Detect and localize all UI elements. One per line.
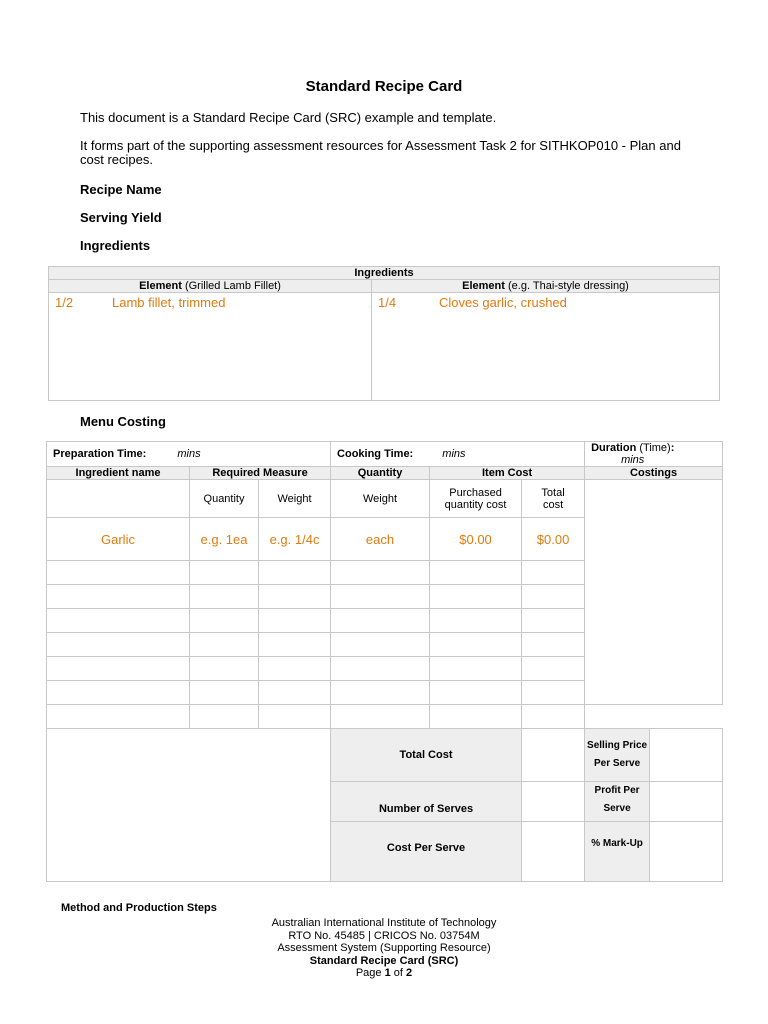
empty-cell[interactable]: [259, 609, 331, 633]
footer-institute: Australian International Institute of Technology: [271, 917, 497, 929]
page-title: Standard Recipe Card: [305, 78, 463, 95]
empty-cell[interactable]: [331, 633, 430, 657]
profit-per-serve-label: Profit Per Serve: [585, 782, 650, 822]
empty-cell[interactable]: [331, 705, 430, 729]
footer-system: Assessment System (Supporting Resource): [277, 942, 491, 954]
subheader-blank: [47, 480, 190, 518]
selling-price-value[interactable]: [650, 729, 723, 782]
col-item-cost: Item Cost: [430, 467, 585, 480]
number-of-serves-value[interactable]: [522, 782, 585, 822]
prep-time-cell[interactable]: Preparation Time: mins: [47, 442, 331, 467]
empty-cell[interactable]: [190, 633, 259, 657]
table-row[interactable]: [47, 705, 723, 729]
empty-cell[interactable]: [259, 585, 331, 609]
ingredients-table: [48, 266, 720, 401]
intro-paragraph-1: This document is a Standard Recipe Card (SRC) example and template.: [80, 110, 497, 125]
subheader-weight-2: Weight: [331, 480, 430, 518]
footer: [0, 917, 768, 980]
footer-page-number: Page 1 of 2: [355, 967, 413, 979]
empty-cell[interactable]: [47, 633, 190, 657]
ingredients-table-header: Ingredients: [49, 267, 720, 280]
empty-cell[interactable]: [331, 585, 430, 609]
empty-cell[interactable]: [190, 705, 259, 729]
empty-cell[interactable]: [259, 681, 331, 705]
intro-paragraph-2: It forms part of the supporting assessment resources for Assessment Task 2 for SITHKOP010 - Plan and cost recipes.: [80, 138, 681, 167]
subheader-quantity: Quantity: [190, 480, 259, 518]
cost-per-serve-value[interactable]: [522, 822, 585, 882]
total-cost-value[interactable]: [522, 729, 585, 782]
cost-per-serve-label: Cost Per Serve: [331, 822, 522, 882]
cell-weight[interactable]: e.g. 1/4c: [259, 518, 331, 561]
empty-cell[interactable]: [190, 609, 259, 633]
empty-cell[interactable]: [522, 561, 585, 585]
empty-cell[interactable]: [47, 561, 190, 585]
empty-cell[interactable]: [430, 609, 522, 633]
empty-cell[interactable]: [47, 657, 190, 681]
subheader-total-cost: Total cost: [522, 480, 585, 518]
number-of-serves-label: Number of Serves: [331, 782, 522, 822]
empty-cell[interactable]: [522, 609, 585, 633]
empty-cell[interactable]: [522, 681, 585, 705]
ingredients-label: Ingredients: [80, 238, 151, 253]
cell-total-cost[interactable]: $0.00: [522, 518, 585, 561]
empty-cell[interactable]: [190, 561, 259, 585]
col-costings: Costings: [585, 467, 723, 480]
subheader-weight: Weight: [259, 480, 331, 518]
serving-yield-label: Serving Yield: [80, 210, 162, 225]
cell-purchased-cost[interactable]: $0.00: [430, 518, 522, 561]
total-cost-label: Total Cost: [331, 729, 522, 782]
menu-costing-table: [46, 441, 723, 882]
empty-cell[interactable]: [430, 561, 522, 585]
col-ingredient-name: Ingredient name: [47, 467, 190, 480]
cell-ingredient[interactable]: Garlic: [47, 518, 190, 561]
ingredient-qty: 1/4: [378, 295, 397, 310]
empty-cell[interactable]: [331, 681, 430, 705]
empty-cell[interactable]: [522, 585, 585, 609]
footer-doc-title: Standard Recipe Card (SRC): [309, 954, 459, 967]
empty-cell[interactable]: [259, 705, 331, 729]
empty-cell[interactable]: [522, 633, 585, 657]
empty-cell[interactable]: [259, 633, 331, 657]
empty-cell[interactable]: [331, 609, 430, 633]
empty-cell[interactable]: [47, 705, 190, 729]
empty-cell[interactable]: [47, 609, 190, 633]
duration-cell[interactable]: Duration (Time): mins: [585, 442, 723, 467]
notes-area[interactable]: [47, 729, 331, 882]
element-header-left: Element (Grilled Lamb Fillet): [49, 280, 372, 293]
empty-cell[interactable]: [47, 681, 190, 705]
empty-cell[interactable]: [331, 561, 430, 585]
empty-cell[interactable]: [430, 657, 522, 681]
ingredient-name: Cloves garlic, crushed: [439, 295, 567, 310]
markup-value[interactable]: [650, 822, 723, 882]
col-required-measure: Required Measure: [190, 467, 331, 480]
profit-per-serve-value[interactable]: [650, 782, 723, 822]
empty-cell[interactable]: [190, 585, 259, 609]
empty-cell[interactable]: [430, 681, 522, 705]
empty-cell[interactable]: [190, 657, 259, 681]
element-header-right: Element (e.g. Thai-style dressing): [372, 280, 720, 293]
ingredient-qty: 1/2: [55, 295, 74, 310]
empty-cell[interactable]: [522, 705, 585, 729]
footer-rto: RTO No. 45485 | CRICOS No. 03754M: [288, 929, 480, 942]
col-quantity: Quantity: [331, 467, 430, 480]
method-label: Method and Production Steps: [61, 902, 217, 914]
cell-quantity-each[interactable]: each: [331, 518, 430, 561]
empty-cell[interactable]: [331, 657, 430, 681]
empty-cell[interactable]: [430, 585, 522, 609]
empty-cell[interactable]: [259, 657, 331, 681]
selling-price-label: Selling Price Per Serve: [585, 729, 650, 782]
cell-quantity[interactable]: e.g. 1ea: [190, 518, 259, 561]
element-cell-left[interactable]: [49, 293, 372, 401]
menu-costing-label: Menu Costing: [80, 414, 166, 429]
cook-time-cell[interactable]: Cooking Time: mins: [331, 442, 585, 467]
recipe-name-label: Recipe Name: [80, 182, 162, 197]
empty-cell[interactable]: [430, 633, 522, 657]
empty-cell[interactable]: [522, 657, 585, 681]
costings-area[interactable]: [585, 480, 723, 705]
empty-cell[interactable]: [190, 681, 259, 705]
subheader-purchased-cost: Purchased quantity cost: [430, 480, 522, 518]
markup-label: % Mark-Up: [585, 822, 650, 882]
ingredient-name: Lamb fillet, trimmed: [112, 295, 226, 310]
empty-cell[interactable]: [259, 561, 331, 585]
empty-cell[interactable]: [430, 705, 522, 729]
element-cell-right[interactable]: [372, 293, 720, 401]
empty-cell[interactable]: [47, 585, 190, 609]
